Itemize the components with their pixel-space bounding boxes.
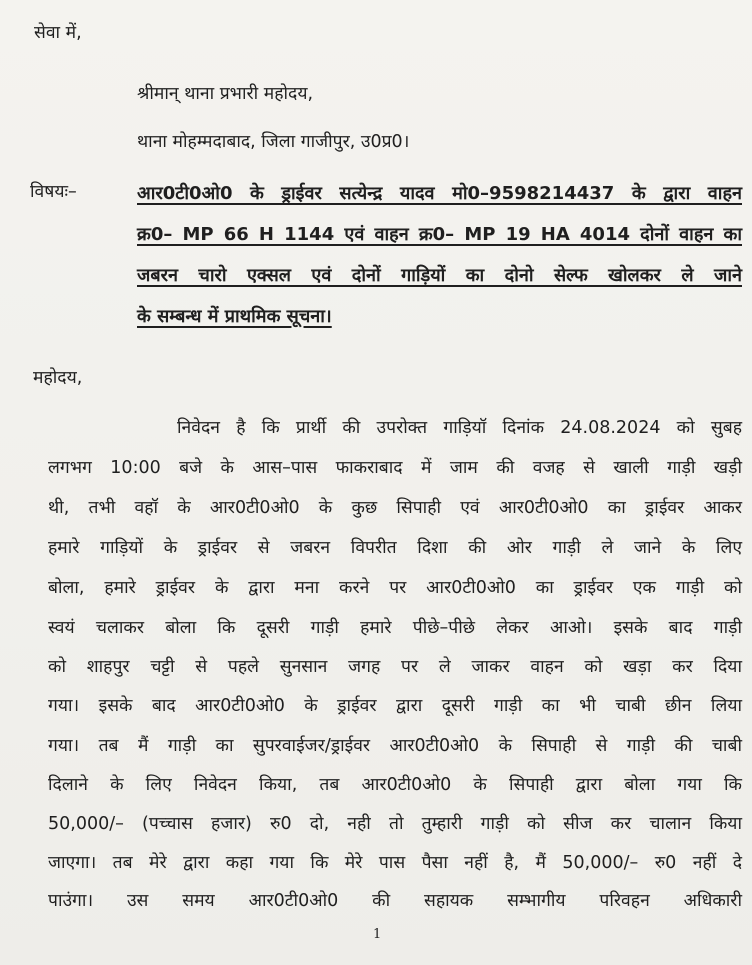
- body-line-11: 50,000/– (पच्चास हजार) रु0 दो, नही तो तुम्हारी गाड़ी को सीज कर चालान किया: [48, 814, 742, 834]
- salutation: सेवा में,: [34, 23, 82, 43]
- body-line-12: जाएगा। तब मेरे द्वारा कहा गया कि मेरे पास पैसा नहीं है, मैं 50,000/– रु0 नहीं दे: [48, 853, 742, 873]
- body-line-13: पाउंगा। उस समय आर0टी0ओ0 की सहायक सम्भागीय परिवहन अधिकारी: [48, 891, 742, 911]
- body-line-6: स्वयं चलाकर बोला कि दूसरी गाड़ी हमारे पीछे–पीछे लेकर आओ। इसके बाद गाड़ी: [48, 618, 742, 638]
- greeting: महोदय,: [33, 368, 83, 388]
- body-line-10: दिलाने के लिए निवेदन किया, तब आर0टी0ओ0 के सिपाही द्वारा बोला गया कि: [48, 775, 742, 795]
- subject-label: विषयः–: [30, 182, 77, 202]
- body-line-5: बोला, हमारे ड्राईवर के द्वारा मना करने पर आर0टी0ओ0 का ड्राईवर एक गाड़ी को: [48, 578, 742, 598]
- page-number: 1: [373, 927, 382, 942]
- subject-line-3: जबरन चारो एक्सल एवं दोनों गाड़ियों का दोनो सेल्फ खोलकर ले जाने: [137, 265, 742, 286]
- body-line-3: थी, तभी वहॉ के आर0टी0ओ0 के कुछ सिपाही एवं आर0टी0ओ0 का ड्राईवर आकर: [48, 498, 742, 518]
- body-line-7: को शाहपुर चट्टी से पहले सुनसान जगह पर ले जाकर वाहन को खड़ा कर दिया: [48, 657, 742, 677]
- body-line-2: लगभग 10:00 बजे के आस–पास फाकराबाद में जाम की वजह से खाली गाड़ी खड़ी: [48, 458, 742, 478]
- body-line-4: हमारे गाड़ियों के ड्राईवर से जबरन विपरीत दिशा की ओर गाड़ी ले जाने के लिए: [48, 538, 742, 558]
- addressee-line-2: थाना मोहम्मदाबाद, जिला गाजीपुर, उ0प्र0।: [137, 132, 410, 152]
- addressee-line-1: श्रीमान् थाना प्रभारी महोदय,: [137, 84, 314, 104]
- body-line-1: निवेदन है कि प्रार्थी की उपरोक्त गाड़ियॉ दिनांक 24.08.2024 को सुबह: [177, 418, 742, 438]
- body-line-8: गया। इसके बाद आर0टी0ओ0 के ड्राईवर द्वारा दूसरी गाड़ी का भी चाबी छीन लिया: [48, 696, 742, 716]
- body-line-9: गया। तब मैं गाड़ी का सुपरवाईजर/ड्राईवर आर0टी0ओ0 के सिपाही से गाड़ी की चाबी: [48, 736, 742, 756]
- subject-line-1: आर0टी0ओ0 के ड्राईवर सत्येन्द्र यादव मो0–9598214437 के द्वारा वाहन: [137, 183, 742, 204]
- subject-line-2: क्र0– MP 66 H 1144 एवं वाहन क्र0– MP 19 HA 4014 दोनों वाहन का: [137, 224, 742, 245]
- subject-line-4: के सम्बन्ध में प्राथमिक सूचना।: [137, 306, 332, 327]
